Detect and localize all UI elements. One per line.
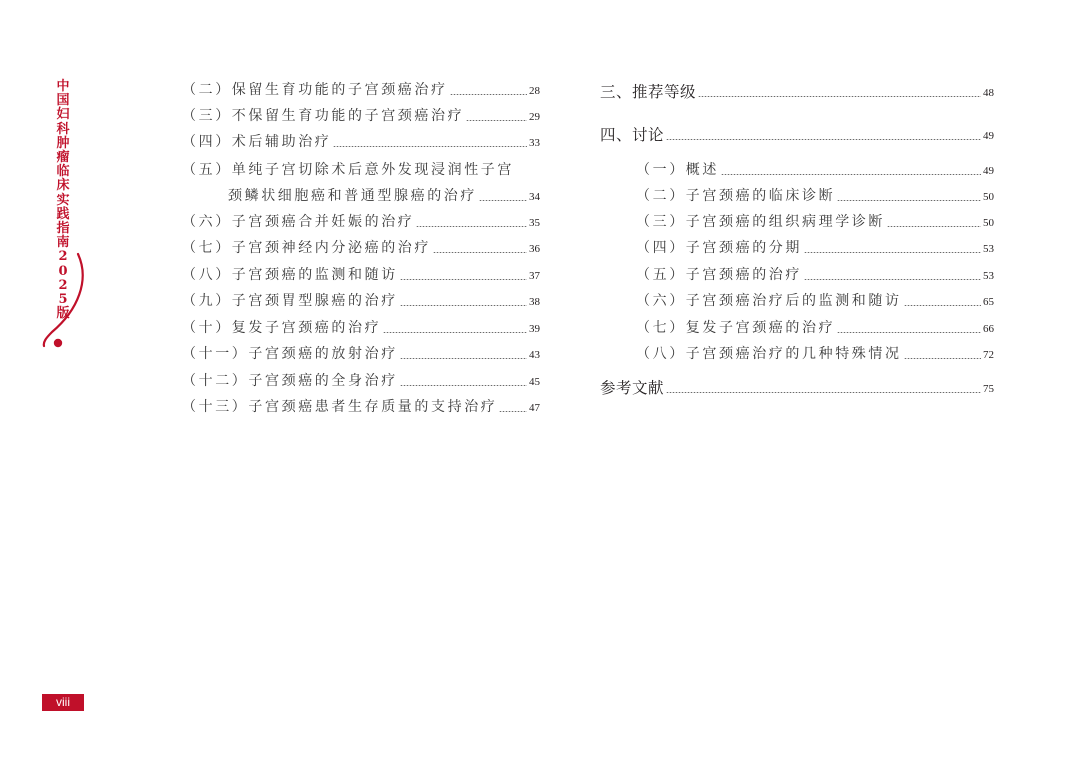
- dot-leader: [804, 279, 981, 280]
- page-number: viii: [42, 694, 84, 711]
- toc-entry-label: （三）不保留生育功能的子宫颈癌治疗: [182, 108, 465, 124]
- toc-entry-page: 36: [529, 243, 540, 255]
- toc-entry[interactable]: [182, 289, 540, 311]
- toc-entry[interactable]: [182, 395, 540, 417]
- toc-entry-page: 48: [983, 87, 994, 99]
- toc-entry-label: （十）复发子宫颈癌的治疗: [182, 320, 382, 336]
- toc-entry-page: 50: [983, 217, 994, 229]
- toc-entry-page: 38: [529, 296, 540, 308]
- decorative-curve-icon: [38, 250, 98, 350]
- toc-entry-page: 53: [983, 270, 994, 282]
- toc-entry-label: （九）子宫颈胃型腺癌的治疗: [182, 293, 398, 309]
- toc-section-entry[interactable]: [600, 376, 994, 398]
- toc-entry-continued[interactable]: [182, 184, 540, 206]
- toc-entry[interactable]: [182, 342, 540, 364]
- dot-leader: [333, 146, 527, 147]
- dot-leader: [698, 96, 981, 97]
- dot-leader: [400, 385, 527, 386]
- dot-leader: [887, 226, 981, 227]
- toc-section-entry[interactable]: [600, 80, 994, 102]
- toc-entry-page: 72: [983, 349, 994, 361]
- toc-entry[interactable]: [636, 289, 994, 311]
- toc-entry[interactable]: [182, 78, 540, 100]
- toc-entry-page: 28: [529, 85, 540, 97]
- dot-leader: [416, 226, 527, 227]
- toc-entry-label: （四）子宫颈癌的分期: [636, 240, 802, 256]
- dot-leader: [721, 174, 981, 175]
- toc-entry-page: 34: [529, 191, 540, 203]
- toc-entry-label: （六）子宫颈癌合并妊娠的治疗: [182, 214, 415, 230]
- toc-entry[interactable]: [636, 263, 994, 285]
- toc-entry-label: （二）保留生育功能的子宫颈癌治疗: [182, 82, 448, 98]
- dot-leader: [479, 200, 527, 201]
- toc-entry-label: （七）子宫颈神经内分泌癌的治疗: [182, 240, 431, 256]
- toc-entry-page: 66: [983, 323, 994, 335]
- toc-entry-page: 39: [529, 323, 540, 335]
- toc-entry[interactable]: [636, 184, 994, 206]
- dot-leader: [450, 94, 527, 95]
- toc-entry-label: 参考文献: [600, 379, 665, 397]
- toc-entry-page: 33: [529, 137, 540, 149]
- dot-leader: [666, 139, 981, 140]
- toc-entry[interactable]: [182, 210, 540, 232]
- toc-entry[interactable]: [636, 236, 994, 258]
- toc-entry[interactable]: [182, 369, 540, 391]
- toc-entry-page: 45: [529, 376, 540, 388]
- toc-section-entry[interactable]: [600, 123, 994, 145]
- toc-entry[interactable]: [636, 210, 994, 232]
- side-title: 中国妇科肿瘤临床实践指南2025版: [56, 79, 70, 322]
- toc-entry-page: 37: [529, 270, 540, 282]
- toc-entry-page: 47: [529, 402, 540, 414]
- toc-entry[interactable]: [182, 158, 540, 180]
- dot-leader: [904, 358, 981, 359]
- toc-entry-label: （一）概述: [636, 162, 719, 178]
- toc-entry[interactable]: [182, 263, 540, 285]
- dot-leader: [904, 305, 981, 306]
- dot-leader: [837, 332, 981, 333]
- dot-leader: [400, 305, 527, 306]
- toc-entry-label: （三）子宫颈癌的组织病理学诊断: [636, 214, 885, 230]
- toc-entry-label: （五）子宫颈癌的治疗: [636, 267, 802, 283]
- toc-entry[interactable]: [636, 342, 994, 364]
- dot-leader: [804, 252, 981, 253]
- toc-entry-page: 75: [983, 383, 994, 395]
- dot-leader: [383, 332, 527, 333]
- toc-entry-label: 颈鳞状细胞癌和普通型腺癌的治疗: [228, 188, 477, 204]
- dot-leader: [666, 392, 981, 393]
- toc-entry-label: （七）复发子宫颈癌的治疗: [636, 320, 836, 336]
- dot-leader: [400, 358, 527, 359]
- toc-entry-label: （四）术后辅助治疗: [182, 134, 332, 150]
- dot-leader: [433, 252, 527, 253]
- toc-entry-label: （八）子宫颈癌治疗的几种特殊情况: [636, 346, 902, 362]
- toc-entry-page: 49: [983, 130, 994, 142]
- toc-entry[interactable]: [636, 316, 994, 338]
- dot-leader: [466, 120, 527, 121]
- toc-entry-page: 49: [983, 165, 994, 177]
- toc-entry[interactable]: [182, 316, 540, 338]
- toc-entry-page: 35: [529, 217, 540, 229]
- toc-entry-page: 53: [983, 243, 994, 255]
- toc-entry-label: （五）单纯子宫切除术后意外发现浸润性子宫: [182, 162, 514, 178]
- toc-entry-label: （十二）子宫颈癌的全身治疗: [182, 373, 398, 389]
- toc-entry-page: 65: [983, 296, 994, 308]
- toc-entry-label: 四、讨论: [600, 126, 665, 144]
- toc-entry-page: 29: [529, 111, 540, 123]
- toc-entry-page: 43: [529, 349, 540, 361]
- toc-entry-label: （二）子宫颈癌的临床诊断: [636, 188, 836, 204]
- toc-entry-label: 三、推荐等级: [600, 83, 697, 101]
- toc-entry-label: （八）子宫颈癌的监测和随访: [182, 267, 398, 283]
- toc-entry-label: （十三）子宫颈癌患者生存质量的支持治疗: [182, 399, 498, 415]
- dot-leader: [499, 411, 527, 412]
- dot-leader: [837, 200, 981, 201]
- toc-entry[interactable]: [182, 104, 540, 126]
- toc-entry[interactable]: [182, 236, 540, 258]
- toc-entry-label: （十一）子宫颈癌的放射治疗: [182, 346, 398, 362]
- toc-entry-label: （六）子宫颈癌治疗后的监测和随访: [636, 293, 902, 309]
- dot-leader: [400, 279, 527, 280]
- toc-entry[interactable]: [636, 158, 994, 180]
- toc-entry[interactable]: [182, 130, 540, 152]
- toc-entry-page: 50: [983, 191, 994, 203]
